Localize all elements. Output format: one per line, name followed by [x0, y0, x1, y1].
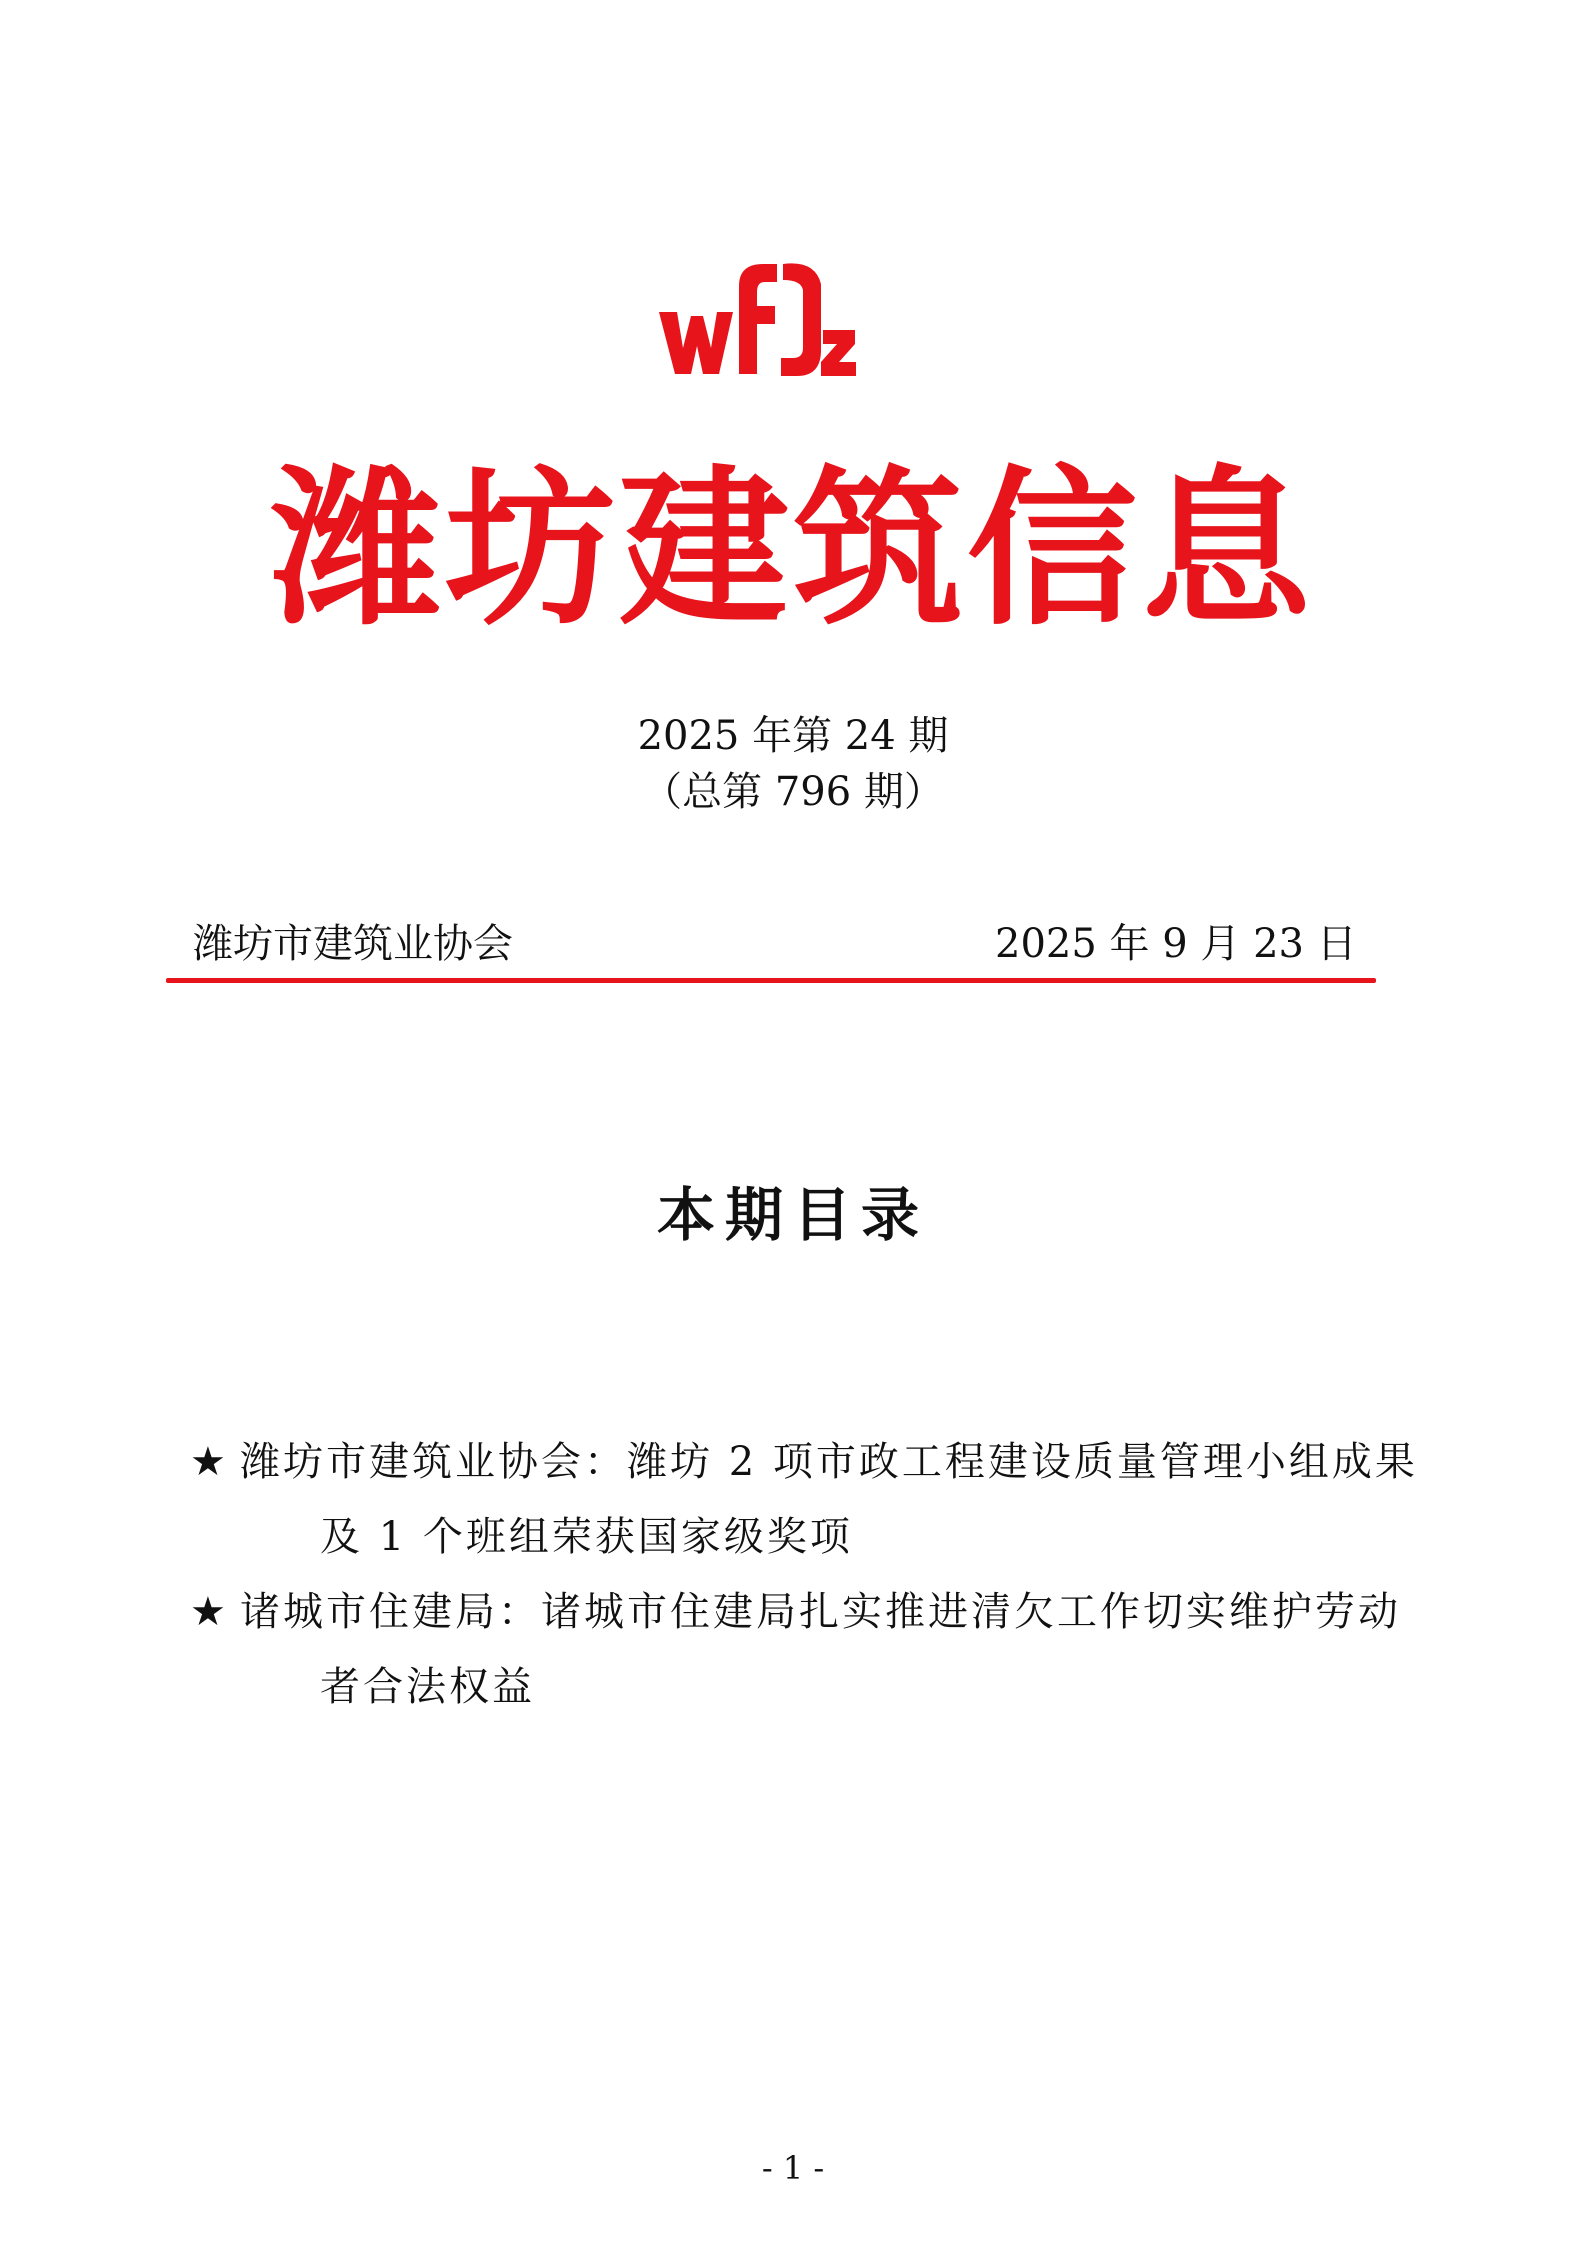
logo-letter-f	[739, 264, 777, 374]
logo-letter-j	[781, 263, 821, 376]
publish-date: 2025 年 9 月 23 日	[995, 921, 1357, 967]
wfjz-logo	[655, 250, 860, 380]
toc-item	[190, 1575, 1410, 1725]
toc-item-text-continued: 及 1 个班组荣获国家级奖项	[320, 1514, 853, 1560]
toc-item-text: 潍坊市建筑业协会：潍坊 2 项市政工程建设质量管理小组成果	[240, 1439, 1418, 1485]
issue-number: 2025 年第 24 期	[637, 713, 949, 759]
publisher-name: 潍坊市建筑业协会	[193, 921, 513, 967]
toc-item-text: 诸城市住建局：诸城市住建局扎实推进清欠工作切实维护劳动	[240, 1589, 1401, 1635]
star-icon: ★	[190, 1589, 226, 1635]
masthead-title: 潍坊建筑信息	[270, 451, 1315, 649]
header-divider	[166, 978, 1376, 983]
star-icon: ★	[190, 1439, 226, 1485]
toc-list	[190, 1425, 1418, 1725]
logo-letter-w	[659, 312, 733, 374]
toc-item-text-continued: 者合法权益	[320, 1664, 535, 1710]
logo-letter-z	[821, 330, 856, 376]
issue-total-number: （总第 796 期）	[642, 769, 944, 815]
toc-item	[190, 1425, 1418, 1575]
page-number: - 1 -	[761, 2149, 825, 2187]
toc-title: 本期目录	[656, 1181, 929, 1249]
